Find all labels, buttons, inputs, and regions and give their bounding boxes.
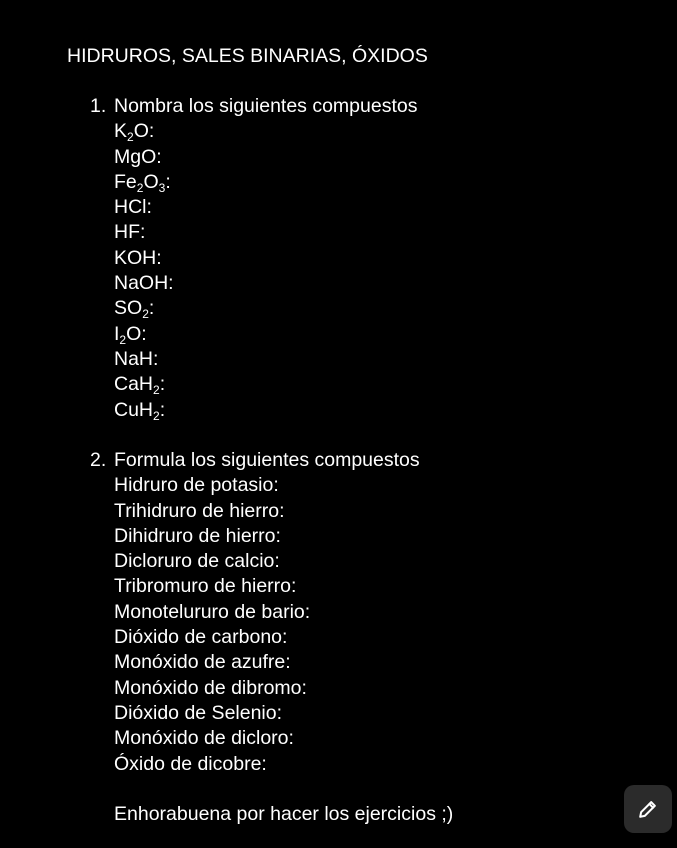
item-text: O: xyxy=(133,120,155,143)
list-item xyxy=(114,170,417,195)
list-item xyxy=(114,549,420,574)
list-item xyxy=(114,524,420,549)
item-text: Monotelururo de bario: xyxy=(114,600,311,623)
list-item xyxy=(114,650,420,675)
item-text: MgO: xyxy=(114,145,162,168)
item-text: NaH: xyxy=(114,347,159,370)
item-text: Trihidruro de hierro: xyxy=(114,499,285,522)
exercise-section-1 xyxy=(90,94,417,423)
item-text: Dicloruro de calcio: xyxy=(114,550,280,573)
list-item xyxy=(114,398,417,423)
item-text: Tribromuro de hierro: xyxy=(114,575,297,598)
closing-message: Enhorabuena por hacer los ejercicios ;) xyxy=(114,803,454,825)
list-item xyxy=(114,701,420,726)
list-item xyxy=(114,145,417,170)
item-text: O: xyxy=(126,322,147,345)
item-text: KOH: xyxy=(114,246,162,269)
pencil-icon xyxy=(637,798,659,820)
item-text: : xyxy=(159,373,166,396)
list-item xyxy=(114,499,420,524)
subscript: 2 xyxy=(127,130,134,145)
item-text: K xyxy=(114,120,128,143)
item-text: SO xyxy=(114,297,143,320)
item-text: NaOH: xyxy=(114,272,174,295)
item-text: : xyxy=(159,398,166,421)
subscript: 2 xyxy=(153,383,160,398)
list-item xyxy=(114,752,420,777)
item-text: I xyxy=(114,322,120,345)
item-text: Monóxido de dicloro: xyxy=(114,727,294,750)
subscript: 2 xyxy=(136,180,144,195)
subscript: 2 xyxy=(153,408,160,423)
list-item xyxy=(114,220,417,245)
section-heading xyxy=(90,448,420,473)
item-text: : xyxy=(148,297,155,320)
item-text: CuH xyxy=(114,398,154,421)
item-text: Dióxido de carbono: xyxy=(114,626,288,649)
item-text: : xyxy=(165,170,171,193)
item-text: CaH xyxy=(114,373,154,396)
page-title: HIDRUROS, SALES BINARIAS, ÓXIDOS xyxy=(67,45,428,67)
list-item xyxy=(114,322,417,347)
list-item xyxy=(114,246,417,271)
list-item xyxy=(114,473,420,498)
list-item xyxy=(114,574,420,599)
item-text: Dihidruro de hierro: xyxy=(114,524,281,547)
section-number: 2. xyxy=(90,449,107,471)
item-text: Hidruro de potasio: xyxy=(114,474,279,497)
item-text: HF: xyxy=(114,221,146,244)
item-text: Óxido de dicobre: xyxy=(114,752,267,775)
list-item xyxy=(114,347,417,372)
list-item xyxy=(114,625,420,650)
compound-list xyxy=(90,119,417,423)
item-text: Dióxido de Selenio: xyxy=(114,701,283,724)
list-item xyxy=(114,195,417,220)
item-text: Fe xyxy=(114,170,137,193)
item-text: O xyxy=(143,170,159,193)
subscript: 2 xyxy=(119,332,127,347)
item-text: Monóxido de dibromo: xyxy=(114,676,307,699)
list-item xyxy=(114,296,417,321)
list-item xyxy=(114,119,417,144)
section-heading-text: Formula los siguientes compuestos xyxy=(114,449,420,471)
item-text: HCl: xyxy=(114,196,152,219)
list-item xyxy=(114,726,420,751)
compound-list xyxy=(90,473,420,777)
subscript: 3 xyxy=(158,180,166,195)
section-heading-text: Nombra los siguientes compuestos xyxy=(114,95,418,117)
list-item xyxy=(114,372,417,397)
section-heading xyxy=(90,94,417,119)
list-item xyxy=(114,676,420,701)
item-text: Monóxido de azufre: xyxy=(114,651,291,674)
section-number: 1. xyxy=(90,95,107,117)
exercise-section-2 xyxy=(90,448,420,777)
list-item xyxy=(114,600,420,625)
subscript: 2 xyxy=(142,307,149,322)
list-item xyxy=(114,271,417,296)
edit-button[interactable] xyxy=(624,785,672,833)
